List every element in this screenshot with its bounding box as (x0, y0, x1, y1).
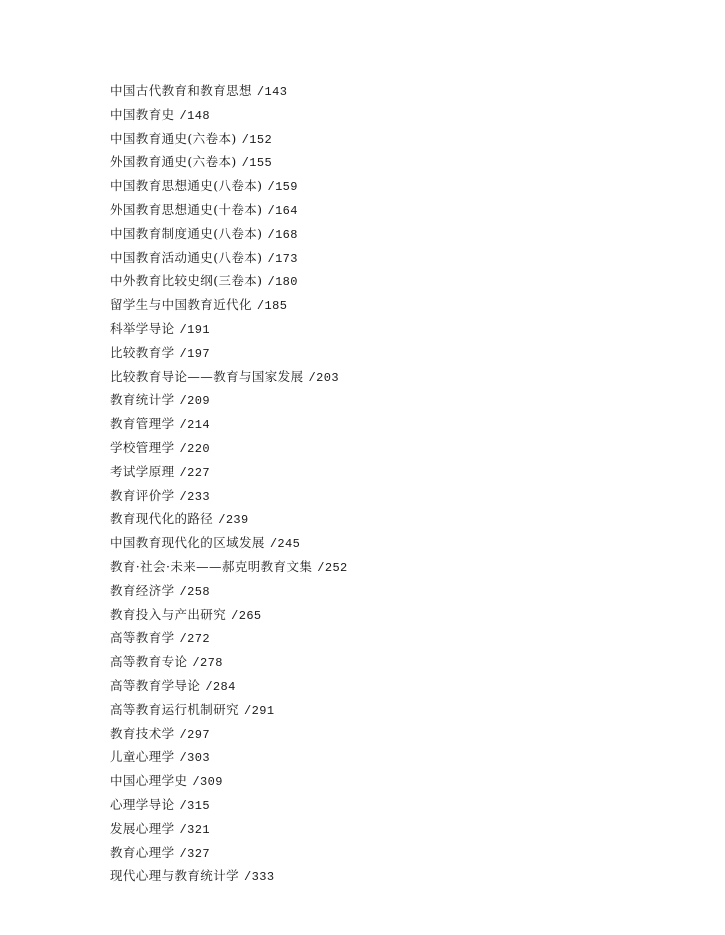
toc-entry-title: 中国教育现代化的区域发展 (110, 535, 265, 551)
toc-entry-page-number: 239 (225, 513, 249, 528)
toc-entry-title: 教育管理学 (110, 416, 175, 432)
toc-entry (110, 246, 348, 270)
toc-entry (110, 698, 348, 722)
toc-entry-separator: / (218, 513, 226, 528)
toc-entry (110, 864, 348, 888)
toc-entry-page-number: 245 (277, 537, 301, 552)
toc-entry-separator: / (308, 370, 317, 385)
toc-entry-page-number: 191 (187, 322, 210, 337)
toc-entry-page-number: 185 (264, 299, 288, 314)
toc-entry (110, 555, 348, 579)
toc-entry-page-number: 164 (275, 203, 298, 218)
toc-entry-title: 高等教育运行机制研究 (110, 701, 240, 717)
toc-entry-separator: / (179, 751, 188, 766)
toc-entry (110, 769, 348, 793)
toc-entry-title: 中国古代教育和教育思想 (110, 83, 252, 98)
toc-entry-separator: / (179, 632, 188, 647)
toc-entry-title: 中国教育史 (110, 106, 175, 122)
toc-entry-title: 考试学原理 (110, 463, 175, 479)
toc-entry-title: 中国教育思想通史(八卷本) (110, 178, 263, 194)
toc-entry-page-number: 214 (187, 418, 210, 433)
toc-entry (110, 412, 348, 436)
toc-entry (110, 531, 348, 555)
toc-entry-page-number: 159 (275, 180, 298, 195)
toc-entry (110, 579, 348, 603)
toc-entry-separator: / (179, 489, 188, 504)
toc-entry-page-number: 197 (187, 346, 210, 361)
toc-entry-separator: / (179, 822, 188, 837)
toc-entry (110, 150, 348, 174)
toc-entry-page-number: 258 (187, 584, 210, 599)
toc-entry-title: 教育技术学 (110, 725, 175, 741)
toc-entry-title: 心理学导论 (110, 796, 175, 812)
toc-entry-title: 中国心理学史 (110, 773, 188, 789)
toc-entry-page-number: 209 (187, 394, 210, 409)
toc-entry-separator: / (179, 798, 188, 813)
toc-entry-title: 教育心理学 (110, 844, 175, 860)
toc-entry-title: 中国教育活动通史(八卷本) (110, 249, 263, 265)
toc-entry-separator: / (179, 584, 188, 599)
toc-entry (110, 650, 348, 674)
toc-entry-page-number: 180 (275, 275, 298, 290)
toc-entry-page-number: 272 (187, 632, 210, 647)
toc-entry (110, 841, 348, 865)
toc-entry (110, 507, 348, 531)
toc-entry-title: 外国教育思想通史(十卷本) (110, 201, 263, 217)
toc-entry-separator: / (244, 870, 252, 885)
toc-entry-title: 科举学导论 (110, 320, 175, 336)
toc-entry-separator: / (317, 560, 325, 575)
toc-entry-title: 中国教育制度通史(八卷本) (110, 225, 263, 241)
toc-entry-page-number: 152 (249, 132, 273, 147)
toc-entry (110, 79, 348, 103)
toc-entry (110, 127, 348, 151)
toc-entry (110, 722, 348, 746)
toc-entry (110, 198, 348, 222)
toc-entry (110, 341, 348, 365)
toc-entry-separator: / (205, 679, 213, 694)
toc-entry (110, 174, 348, 198)
toc-entry-title: 学校管理学 (110, 439, 175, 455)
toc-entry-page-number: 291 (251, 703, 275, 718)
toc-entry-separator: / (179, 727, 188, 742)
toc-entry (110, 484, 348, 508)
toc-entry-separator: / (179, 418, 188, 433)
toc-entry-page-number: 220 (187, 441, 210, 456)
toc-entry-page-number: 327 (187, 846, 210, 861)
toc-entry-page-number: 233 (187, 489, 210, 504)
toc-entry-separator: / (267, 275, 276, 290)
toc-entry-page-number: 315 (187, 798, 210, 813)
toc-entry-page-number: 173 (275, 251, 298, 266)
toc-entry-separator: / (241, 156, 250, 171)
toc-entry-separator: / (179, 846, 188, 861)
toc-entry-page-number: 203 (316, 370, 339, 385)
toc-entry-title: 外国教育通史(六卷本) (110, 154, 237, 170)
toc-entry-separator: / (267, 227, 276, 242)
toc-entry-separator: / (179, 465, 188, 480)
toc-entry-separator: / (256, 299, 265, 314)
toc-entry-page-number: 143 (264, 85, 288, 99)
toc-entry (110, 365, 348, 389)
toc-entry-title: 高等教育学导论 (110, 677, 201, 693)
toc-entry-page-number: 303 (187, 751, 210, 766)
toc-entry-separator: / (267, 203, 276, 218)
toc-entry-title: 儿童心理学 (110, 749, 175, 765)
toc-entry (110, 460, 348, 484)
toc-entry-separator: / (231, 608, 239, 623)
toc-entry-page-number: 155 (249, 156, 273, 171)
toc-entry-separator: / (179, 108, 188, 123)
toc-entry (110, 817, 348, 841)
toc-entry-separator: / (179, 346, 188, 361)
toc-entry-title: 比较教育导论——教育与国家发展 (110, 368, 304, 384)
toc-entry (110, 103, 348, 127)
toc-entry-page-number: 148 (187, 108, 210, 123)
toc-entry-separator: / (267, 251, 276, 266)
toc-entry-page-number: 321 (187, 822, 210, 837)
toc-entry-separator: / (269, 537, 278, 552)
toc-entry-page-number: 284 (212, 679, 236, 694)
toc-entry (110, 793, 348, 817)
table-of-contents (110, 79, 348, 888)
toc-entry-title: 中国教育通史(六卷本) (110, 130, 237, 146)
toc-entry-title: 教育投入与产出研究 (110, 606, 227, 622)
toc-entry (110, 317, 348, 341)
toc-entry-title: 中外教育比较史纲(三卷本) (110, 273, 263, 289)
toc-entry-separator: / (256, 85, 265, 99)
toc-entry-separator: / (179, 394, 188, 409)
toc-entry (110, 745, 348, 769)
toc-entry-page-number: 265 (238, 608, 262, 623)
toc-entry-title: 高等教育专论 (110, 654, 188, 670)
toc-entry-title: 高等教育学 (110, 630, 175, 646)
toc-entry-title: 发展心理学 (110, 820, 175, 836)
toc-entry-separator: / (179, 441, 188, 456)
toc-entry-title: 现代心理与教育统计学 (110, 868, 240, 884)
toc-entry-separator: / (241, 132, 250, 147)
toc-entry-page-number: 297 (187, 727, 210, 742)
toc-entry-separator: / (267, 180, 276, 195)
toc-entry-title: 教育评价学 (110, 487, 175, 503)
toc-entry (110, 436, 348, 460)
toc-entry-page-number: 333 (251, 870, 275, 885)
toc-entry-separator: / (244, 703, 252, 718)
toc-entry (110, 674, 348, 698)
toc-entry-title: 比较教育学 (110, 344, 175, 360)
toc-entry-title: 教育·社会·未来——郝克明教育文集 (110, 558, 313, 574)
toc-entry (110, 388, 348, 412)
toc-entry-page-number: 227 (187, 465, 210, 480)
toc-entry-separator: / (192, 656, 201, 671)
toc-entry-separator: / (179, 322, 188, 337)
toc-entry-page-number: 309 (200, 775, 223, 790)
toc-entry (110, 293, 348, 317)
toc-entry-separator: / (192, 775, 201, 790)
toc-entry-page-number: 252 (324, 560, 348, 575)
toc-entry-title: 留学生与中国教育近代化 (110, 297, 252, 313)
toc-entry (110, 222, 348, 246)
toc-entry-page-number: 168 (275, 227, 298, 242)
toc-entry-title: 教育统计学 (110, 392, 175, 408)
toc-entry (110, 269, 348, 293)
toc-entry-title: 教育经济学 (110, 582, 175, 598)
toc-entry-title: 教育现代化的路径 (110, 511, 214, 527)
toc-entry (110, 603, 348, 627)
toc-entry-page-number: 278 (200, 656, 223, 671)
toc-entry (110, 626, 348, 650)
